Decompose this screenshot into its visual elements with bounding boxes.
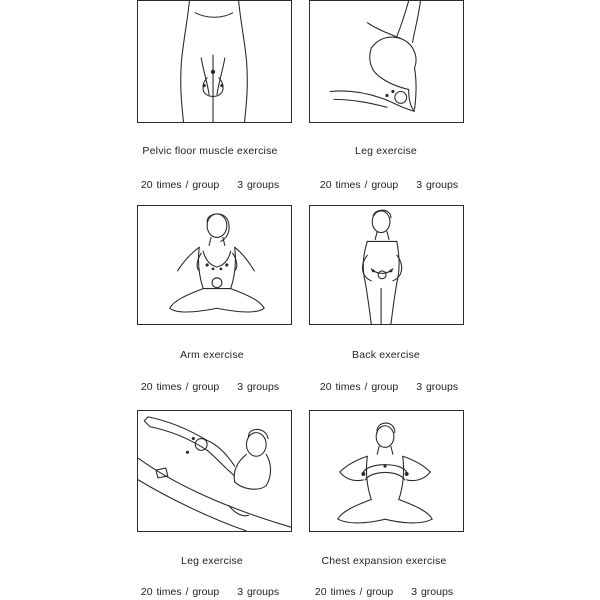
reps-per-group: 20 times / group	[319, 381, 399, 393]
reps-per-group: 20 times / group	[319, 179, 399, 191]
exercise-title: Pelvic floor muscle exercise	[142, 145, 278, 157]
pelvic-floor-illustration	[137, 0, 292, 123]
group-count: 3 groups	[416, 179, 459, 191]
exercise-title: Leg exercise	[355, 145, 417, 157]
leg-lying-illustration	[137, 410, 292, 532]
back-standing-illustration	[309, 205, 464, 325]
exercise-title: Leg exercise	[181, 555, 243, 567]
group-count: 3 groups	[237, 586, 280, 598]
exercise-title: Chest expansion exercise	[321, 555, 447, 567]
exercise-title: Arm exercise	[180, 349, 244, 361]
group-count: 3 groups	[237, 179, 280, 191]
reps-per-group: 20 times / group	[140, 179, 220, 191]
group-count: 3 groups	[411, 586, 454, 598]
group-count: 3 groups	[416, 381, 459, 393]
reps-per-group: 20 times / group	[140, 381, 220, 393]
exercise-reps-row	[239, 381, 539, 393]
reps-per-group: 20 times / group	[140, 586, 220, 598]
group-count: 3 groups	[237, 381, 280, 393]
exercise-reps-row	[239, 179, 539, 191]
exercise-reps-row	[234, 586, 534, 598]
exercise-title: Back exercise	[352, 349, 420, 361]
leg-kneeling-illustration	[309, 0, 464, 123]
arm-seated-illustration	[137, 205, 292, 325]
reps-per-group: 20 times / group	[314, 586, 394, 598]
chest-expansion-illustration	[309, 410, 464, 532]
